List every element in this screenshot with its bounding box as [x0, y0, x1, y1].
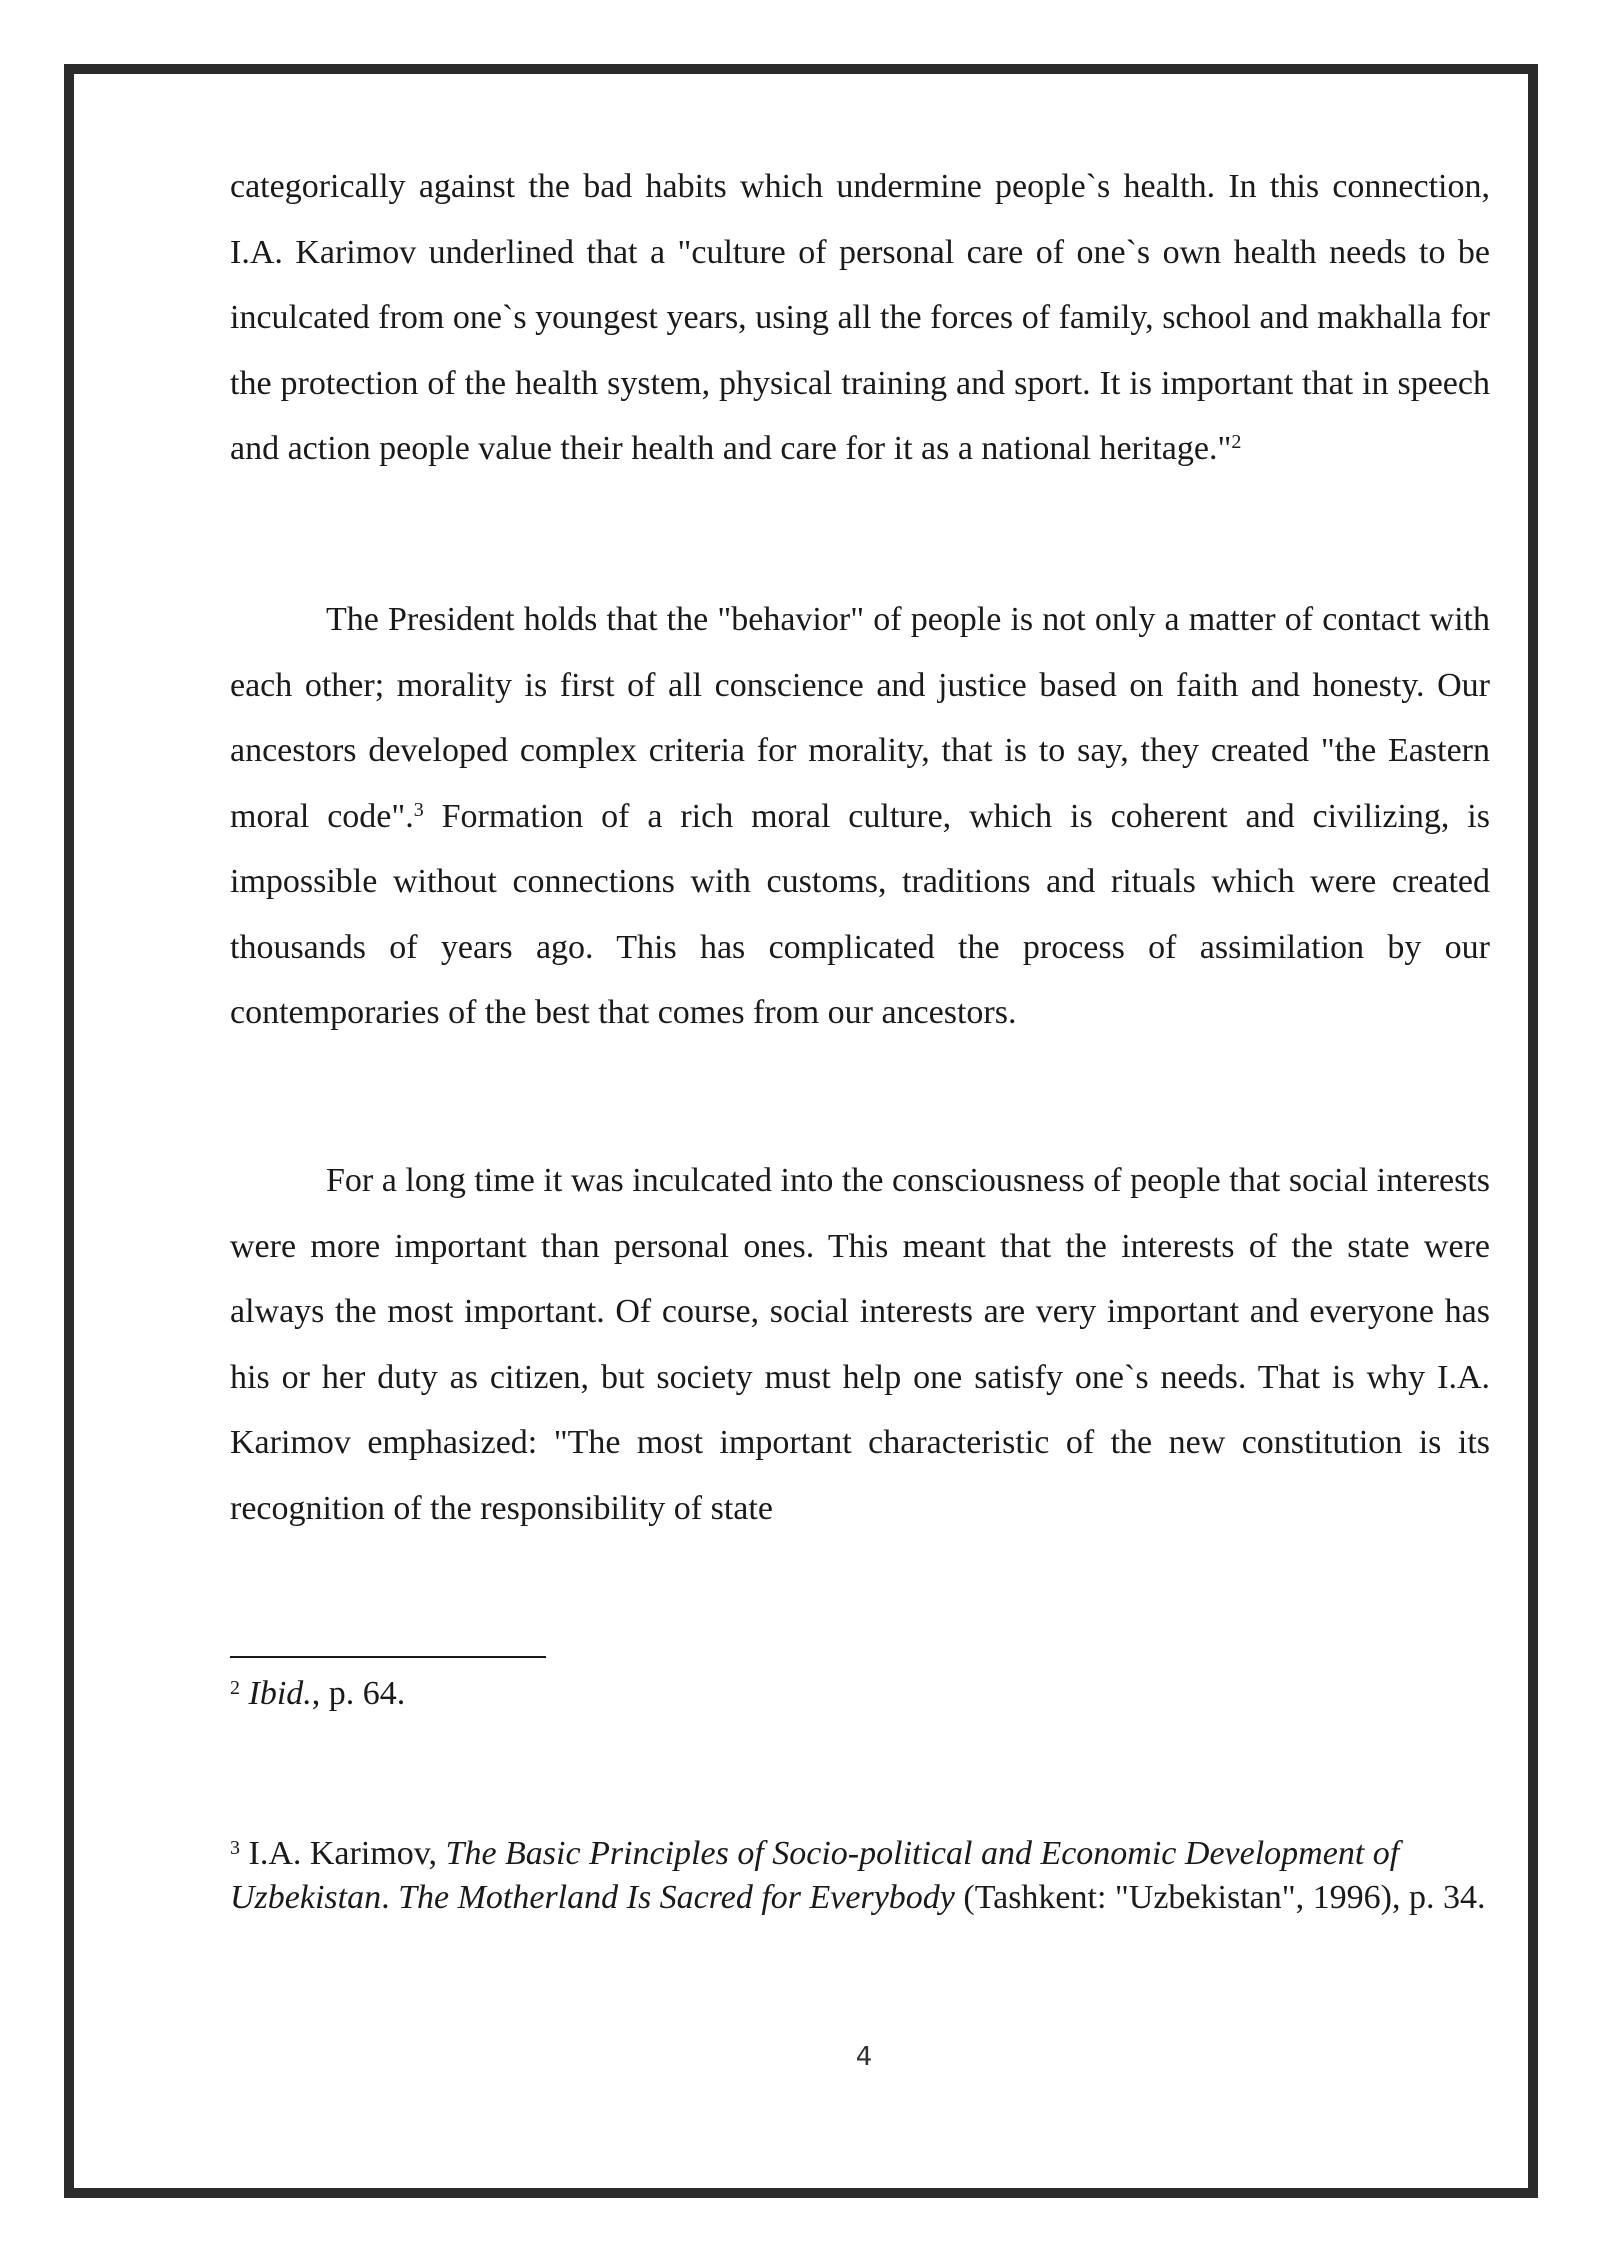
footnote-reference-3[interactable]: 3 — [413, 798, 424, 821]
footnote-mark: 3 — [230, 1837, 240, 1859]
body-paragraph-1 — [230, 154, 1490, 482]
footnote-text: , p. 64. — [311, 1675, 406, 1712]
footnote-text: I.A. Karimov, — [248, 1835, 446, 1872]
footnote-separator — [230, 1656, 546, 1658]
page-number: 4 — [855, 2042, 873, 2072]
footnote-3 — [230, 1826, 1490, 1920]
footnote-mark: 2 — [230, 1677, 240, 1699]
footnote-2 — [230, 1666, 1490, 1716]
footnote-subtitle: The Motherland Is Sacred for Everybody — [398, 1879, 955, 1916]
footnote-title: Ibid. — [248, 1675, 312, 1712]
body-paragraph-3 — [230, 1148, 1490, 1541]
footnote-title: The Basic Principles of Socio-political and Economic Development of Uzbekistan — [230, 1835, 1400, 1916]
footnote-text: . — [381, 1879, 399, 1916]
body-paragraph-2 — [230, 587, 1490, 1046]
paragraph-text: For a long time it was inculcated into the consciousness of people that social interests were more important than personal ones. This meant that the interests of the state were always the most important. Of course, social interests are very important and everyone has his or her duty as citizen, but society must help one satisfy one`s needs. That is why I.A. Karimov emphasized: "The most important characteristic of the new constitution is its recognition of the responsibility of state — [230, 1162, 1490, 1527]
footnote-reference-2[interactable]: 2 — [1231, 431, 1242, 453]
footnote-text: (Tashkent: "Uzbekistan", 1996), p. 34. — [954, 1879, 1486, 1916]
paragraph-text: Formation of a rich moral culture, which is coherent and civilizing, is impossible without connections with customs, traditions and rituals which were created thousands of years ago. This has complicated the process of assimilation by our contemporaries of the best that comes from our ancestors. — [230, 797, 1490, 1031]
paragraph-text: The President holds that the "behavior" of people is not only a matter of contact with each other; morality is first of all conscience and justice based on faith and honesty. Our ancestors developed complex criteria for morality, that is to say, they created "the Eastern moral code". — [230, 601, 1490, 835]
paragraph-text: categorically against the bad habits which undermine people`s health. In this connection, I.A. Karimov underlined that a "culture of personal care of one`s own health needs to be inculcated from one`s youngest years, using all the forces of family, school and makhalla for the protection of the health system, physical training and sport. It is important that in speech and action people value their health and care for it as a national heritage." — [230, 168, 1490, 467]
